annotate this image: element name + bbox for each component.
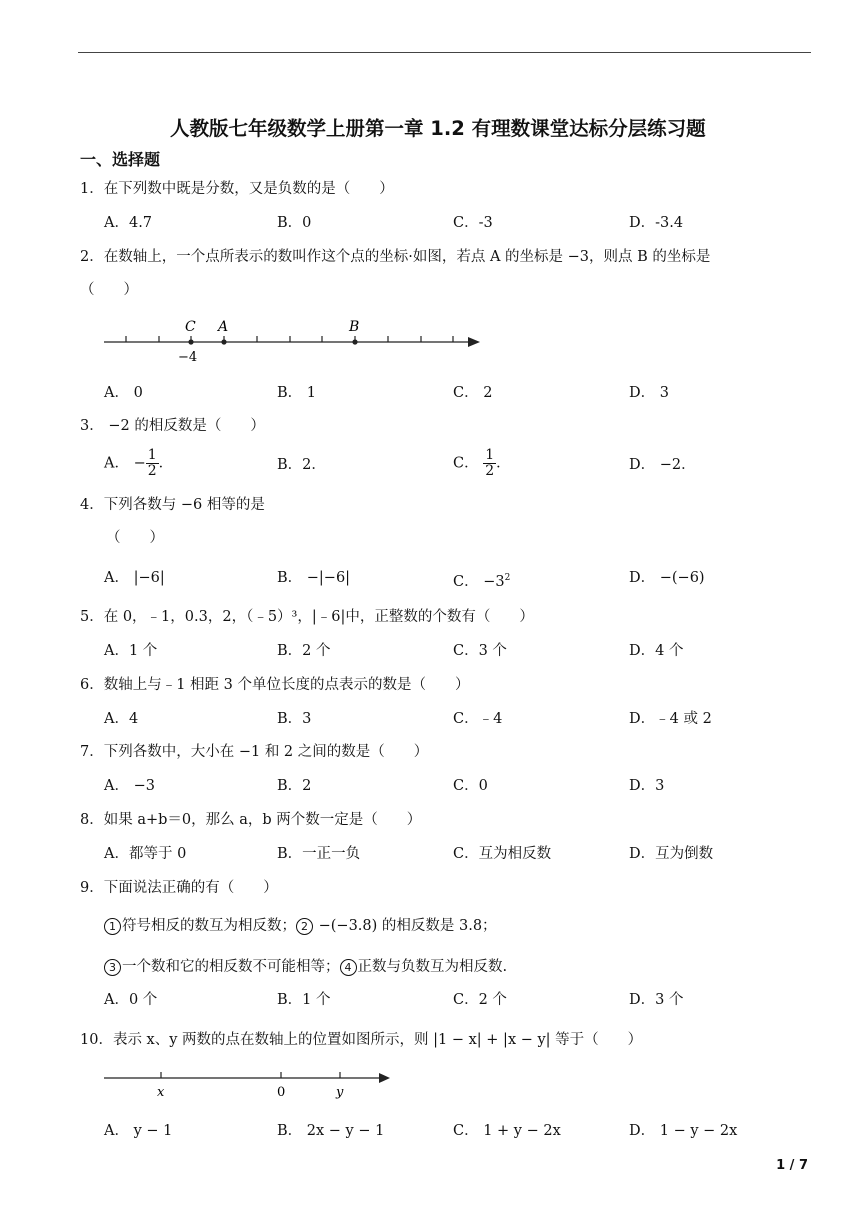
q4-option-d: D． −(−6) [629,570,705,586]
header-rule [78,52,811,53]
q3-option-b: B．2． [277,457,326,473]
point-c-label: C [185,319,196,335]
q3-option-a: A． − $\frac{1}{2}$ ． [104,447,174,479]
question-5-stem: 5．在 0，﹣1，0.3，2，（﹣5）³，|﹣6|中，正整数的个数有（ ） [80,609,534,625]
q6-option-a: A．4 [104,711,139,727]
q6-option-d: D．﹣4 或 2 [629,711,712,727]
q7-option-a: A． −3 [104,778,155,794]
question-4-stem-cont: （ ） [106,530,164,546]
q9-statements-3-4: 3 一个数和它的相反数不可能相等； 4 正数与负数互为相反数. [104,958,507,976]
question-8-stem: 8．如果 a+b＝0，那么 a，b 两个数一定是（ ） [80,812,422,828]
circled-number-1: 1 [104,918,121,935]
circled-number-2: 2 [296,918,313,935]
q10-option-d: D． 1 − y − 2x [629,1123,738,1139]
q6-option-b: B．3 [277,711,312,727]
q9-option-d: D．3 个 [629,992,684,1008]
question-10-stem: 10．表示 x、y 两数的点在数轴上的位置如图所示，则 |1 − x| + |x − y| 等于（ ） [80,1032,643,1048]
q8-option-c: C．互为相反数 [453,846,552,862]
q9-option-a: A．0 个 [104,992,158,1008]
q2-option-a: A． 0 [104,385,143,401]
q5-option-d: D．4 个 [629,643,684,659]
point-b-label: B [349,319,360,335]
q2-option-c: C． 2 [453,385,493,401]
q9-option-c: C．2 个 [453,992,507,1008]
q10-option-b: B． 2x − y − 1 [277,1123,385,1139]
q1-option-d: D．-3.4 [629,215,684,231]
q1-option-a: A．4.7 [104,215,153,231]
q9-statements-1-2: 1 符号相反的数互为相反数； 2 −(−3.8) 的相反数是 3.8； [104,917,497,935]
q4-option-b: B． −|−6| [277,570,351,586]
q8-option-b: B．一正一负 [277,846,361,862]
question-9-stem: 9．下面说法正确的有（ ） [80,880,278,896]
q7-option-b: B．2 [277,778,312,794]
q2-option-b: B． 1 [277,385,316,401]
section-heading: 一、选择题 [80,150,161,169]
q8-option-a: A．都等于 0 [104,846,187,862]
q10-number-line-figure [100,1066,400,1102]
q4-option-a: A． |−6| [104,570,165,586]
question-4-stem: 4．下列各数与 −6 相等的是 [80,497,265,513]
q3-option-d: D． −2． [629,457,696,473]
question-3-stem: 3． −2 的相反数是（ ） [80,418,265,434]
point-x-label: x [157,1085,165,1100]
tick-label-minus-4: −4 [178,350,198,365]
page-title: 人教版七年级数学上册第一章 1.2 有理数课堂达标分层练习题 [170,117,706,140]
q5-option-c: C．3 个 [453,643,507,659]
point-zero-label: 0 [277,1085,286,1100]
circled-number-4: 4 [340,959,357,976]
q1-option-c: C．-3 [453,215,493,231]
q4-option-c: C． $-3^2$ [453,573,511,590]
q9-option-b: B．1 个 [277,992,331,1008]
q6-option-c: C．﹣4 [453,711,503,727]
q1-option-b: B．0 [277,215,312,231]
circled-number-3: 3 [104,959,121,976]
q8-option-d: D．互为倒数 [629,846,714,862]
question-2-stem-cont: （ ） [80,282,138,298]
question-7-stem: 7．下列各数中，大小在 −1 和 2 之间的数是（ ） [80,744,429,760]
page-number: 1 / 7 [776,1158,808,1173]
q5-option-b: B．2 个 [277,643,331,659]
point-a-label: A [218,319,229,335]
question-6-stem: 6．数轴上与﹣1 相距 3 个单位长度的点表示的数是（ ） [80,677,470,693]
q2-number-line-figure [100,314,485,366]
q2-option-d: D． 3 [629,385,669,401]
point-y-label: y [336,1085,344,1100]
q7-option-c: C．0 [453,778,488,794]
q7-option-d: D．3 [629,778,665,794]
q10-option-c: C． 1 + y − 2x [453,1123,561,1139]
question-1-stem: 1．在下列数中既是分数，又是负数的是（ ） [80,181,394,197]
q3-option-c: C． $\frac{1}{2}$ ． [453,447,511,479]
q10-option-a: A． y − 1 [104,1123,173,1139]
question-2-stem: 2．在数轴上，一个点所表示的数叫作这个点的坐标·如图，若点 A 的坐标是 −3，则点 B 的坐标是 [80,249,711,265]
q5-option-a: A．1 个 [104,643,158,659]
